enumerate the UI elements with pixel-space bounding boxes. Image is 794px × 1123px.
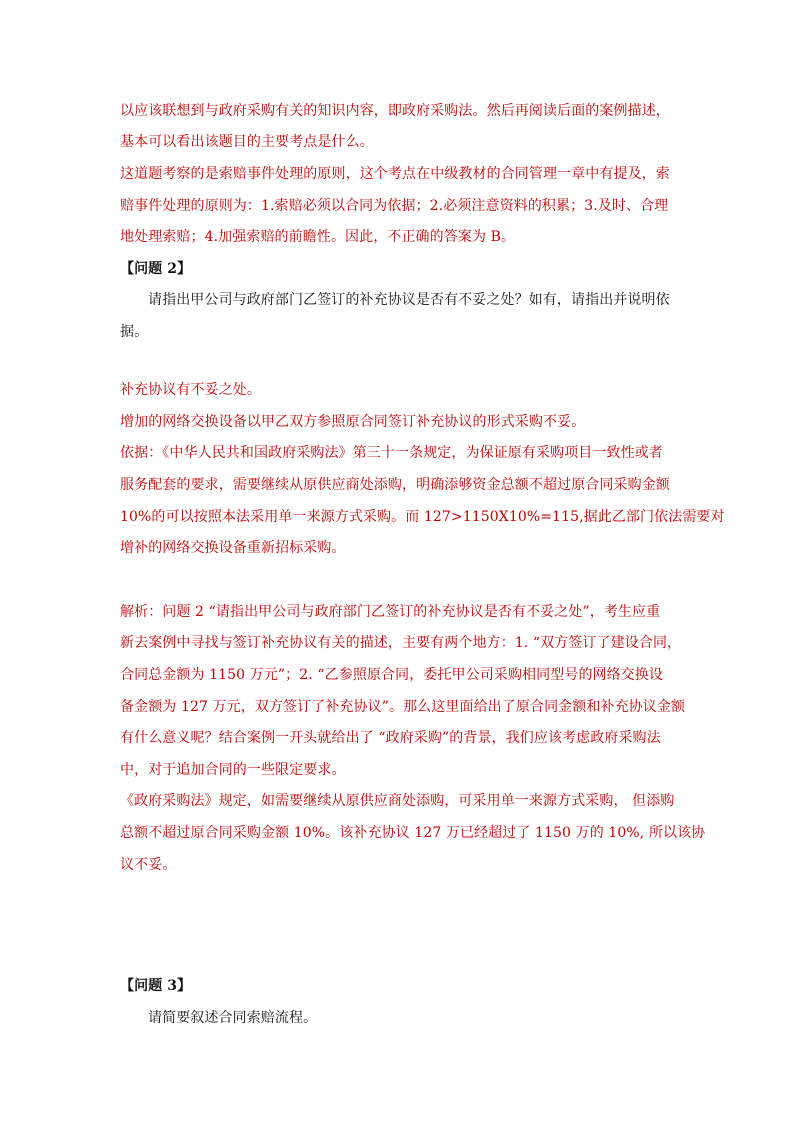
analysis-line: 总额不超过原合同采购金额 10%。该补充协议 127 万已经超过了 1150 万的 10%, 所以该协 — [120, 825, 706, 841]
paragraph-line: 以应该联想到与政府采购有关的知识内容，即政府采购法。然后再阅读后面的案例描述， — [120, 103, 670, 119]
paragraph-line: 这道题考察的是索赔事件处理的原则，这个考点在中级教材的合同管理一章中有提及，索 — [120, 166, 670, 182]
analysis-line: 备金额为 127 万元，双方签订了补充协议”。那么这里面给出了原合同金额和补充协议金额 — [120, 699, 686, 715]
answer-line: 依据：《中华人民共和国政府采购法》第三十一条规定，为保证原有采购项目一致性或者 — [120, 445, 663, 461]
question-2-prompt-line: 据。 — [120, 324, 149, 340]
analysis-line: 新去案例中寻找与签订补充协议有关的描述，主要有两个地方：1. “双方签订了建设合同， — [120, 635, 682, 651]
analysis-line: 议不妥。 — [120, 857, 177, 873]
paragraph-line: 地处理索赔；4.加强索赔的前瞻性。因此，不正确的答案为 B。 — [120, 229, 516, 245]
paragraph-line: 基本可以看出该题目的主要考点是什么。 — [120, 134, 374, 150]
paragraph-line: 赔事件处理的原则为：1.索赔必须以合同为依据；2.必须注意资料的积累；3.及时、合理 — [120, 198, 669, 214]
analysis-line: 有什么意义呢？结合案例一开头就给出了 “政府采购”的背景，我们应该考虑政府采购法 — [120, 730, 661, 746]
question-2-prompt-line: 请指出甲公司与政府部门乙签订的补充协议是否有不妥之处？如有，请指出并说明依 — [148, 292, 670, 308]
answer-line: 增补的网络交换设备重新招标采购。 — [120, 540, 346, 556]
analysis-line: 解析：问题 2 “请指出甲公司与政府部门乙签订的补充协议是否有不妥之处”，考生应重 — [120, 604, 661, 620]
analysis-line: 中，对于追加合同的一些限定要求。 — [120, 762, 346, 778]
question-3-heading: 【问题 3】 — [120, 978, 192, 994]
answer-line: 服务配套的要求，需要继续从原供应商处添购，明确添够资金总额不超过原合同采购金额 — [120, 477, 670, 493]
answer-line: 增加的网络交换设备以甲乙双方参照原合同签订补充协议的形式采购不妥。 — [120, 414, 586, 430]
analysis-line: 《政府采购法》规定，如需要继续从原供应商处添购，可采用单一来源方式采购， 但添购 — [120, 793, 675, 809]
answer-line: 补充协议有不妥之处。 — [120, 382, 261, 398]
question-2-heading: 【问题 2】 — [120, 261, 192, 277]
analysis-line: 合同总金额为 1150 万元”；2. “乙参照原合同，委托甲公司采购相同型号的网络交换设 — [120, 667, 664, 683]
answer-line: 10%的可以按照本法采用单一来源方式采购。而 127>1150X10%=115,据此乙部门依法需要对 — [120, 509, 725, 525]
question-3-prompt-line: 请简要叙述合同索赔流程。 — [148, 1010, 318, 1026]
